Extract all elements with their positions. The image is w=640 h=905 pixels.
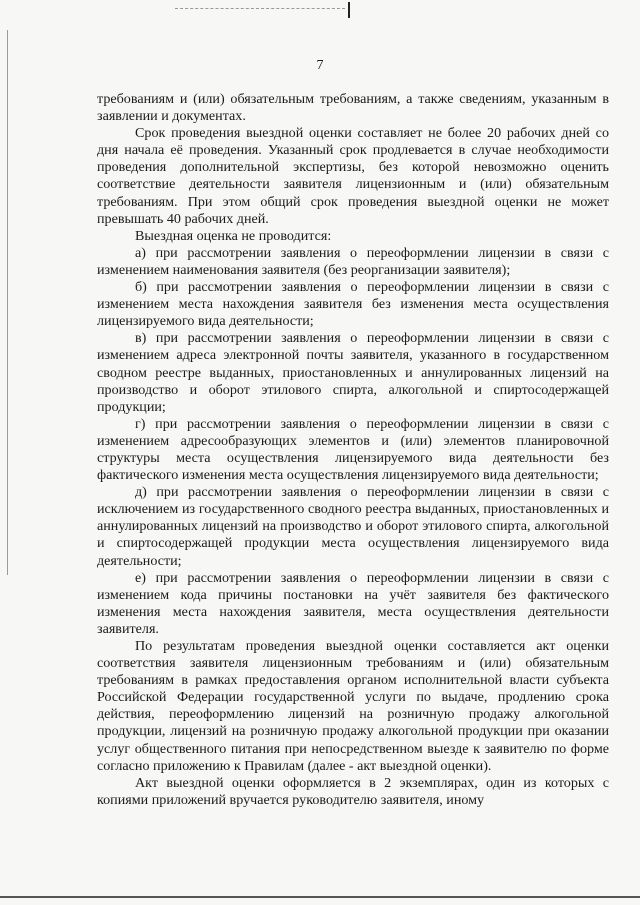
paragraph: требованиям и (или) обязательным требованиям, а также сведениям, указанным в заявлении и документах. — [97, 91, 609, 125]
list-item: в) при рассмотрении заявления о переоформлении лицензии в связи с изменением адреса электронной почты заявителя, указанного в государственном сводном реестре выданных, приостановленных и аннулированных лицензий на производство и оборот этилового спирта, алкогольной и спиртосодержащей продукции; — [97, 330, 609, 415]
list-item: б) при рассмотрении заявления о переоформлении лицензии в связи с изменением места нахождения заявителя без изменения места осуществления лицензируемого вида деятельности; — [97, 279, 609, 330]
list-item: е) при рассмотрении заявления о переоформлении лицензии в связи с изменением кода причины постановки на учёт заявителя без фактического изменения места нахождения заявителя, места осуществления деятельности заявителя. — [97, 569, 609, 637]
document-body — [97, 91, 609, 809]
paragraph: По результатам проведения выездной оценки составляется акт оценки соответствия заявителя лицензионным требованиям и (или) обязательным требованиям в рамках предоставления органом исполнительной власти субъекта Российской Федерации государственной услуги по выдаче, продлению срока действия, переоформлению лицензий на розничную продажу алкогольной продукции, лицензий на розничную продажу алкогольной продукции при оказании услуг общественного питания при непосредственном выезде к заявителю по форме согласно приложению к Правилам (далее - акт выездной оценки). — [97, 638, 609, 774]
paragraph: Акт выездной оценки оформляется в 2 экземплярах, один из которых с копиями приложений вручается руководителю заявителя, иному — [97, 774, 609, 808]
top-binding-mark — [348, 2, 350, 18]
paragraph: Выездная оценка не проводится: — [135, 227, 332, 244]
paragraph: Срок проведения выездной оценки составляет не более 20 рабочих дней со дня начала её проведения. Указанный срок продлевается в случае необходимости проведения дополнительной экспертизы, без которой невозможно оценить соответствие деятельности заявителя лицензионным и (или) обязательным требованиям. При этом общий срок проведения выездной оценки не может превышать 40 рабочих дней. — [97, 125, 609, 227]
bottom-scan-edge — [0, 896, 640, 898]
top-scan-mark — [175, 8, 345, 10]
list-item: а) при рассмотрении заявления о переоформлении лицензии в связи с изменением наименования заявителя (без реорганизации заявителя); — [97, 244, 609, 278]
list-item: г) при рассмотрении заявления о переоформлении лицензии в связи с изменением адресообразующих элементов и (или) элементов планировочной структуры места осуществления лицензируемого вида деятельности без фактического изменения места осуществления лицензируемого вида деятельности; — [97, 415, 609, 484]
left-margin-line — [7, 30, 8, 575]
list-item: д) при рассмотрении заявления о переоформлении лицензии в связи с исключением из государственного сводного реестра выданных, приостановленных и аннулированных лицензий на производство и оборот этилового спирта, алкогольной и спиртосодержащей продукции места осуществления лицензируемого вида деятельности; — [97, 484, 609, 569]
page-number: 7 — [316, 58, 324, 73]
